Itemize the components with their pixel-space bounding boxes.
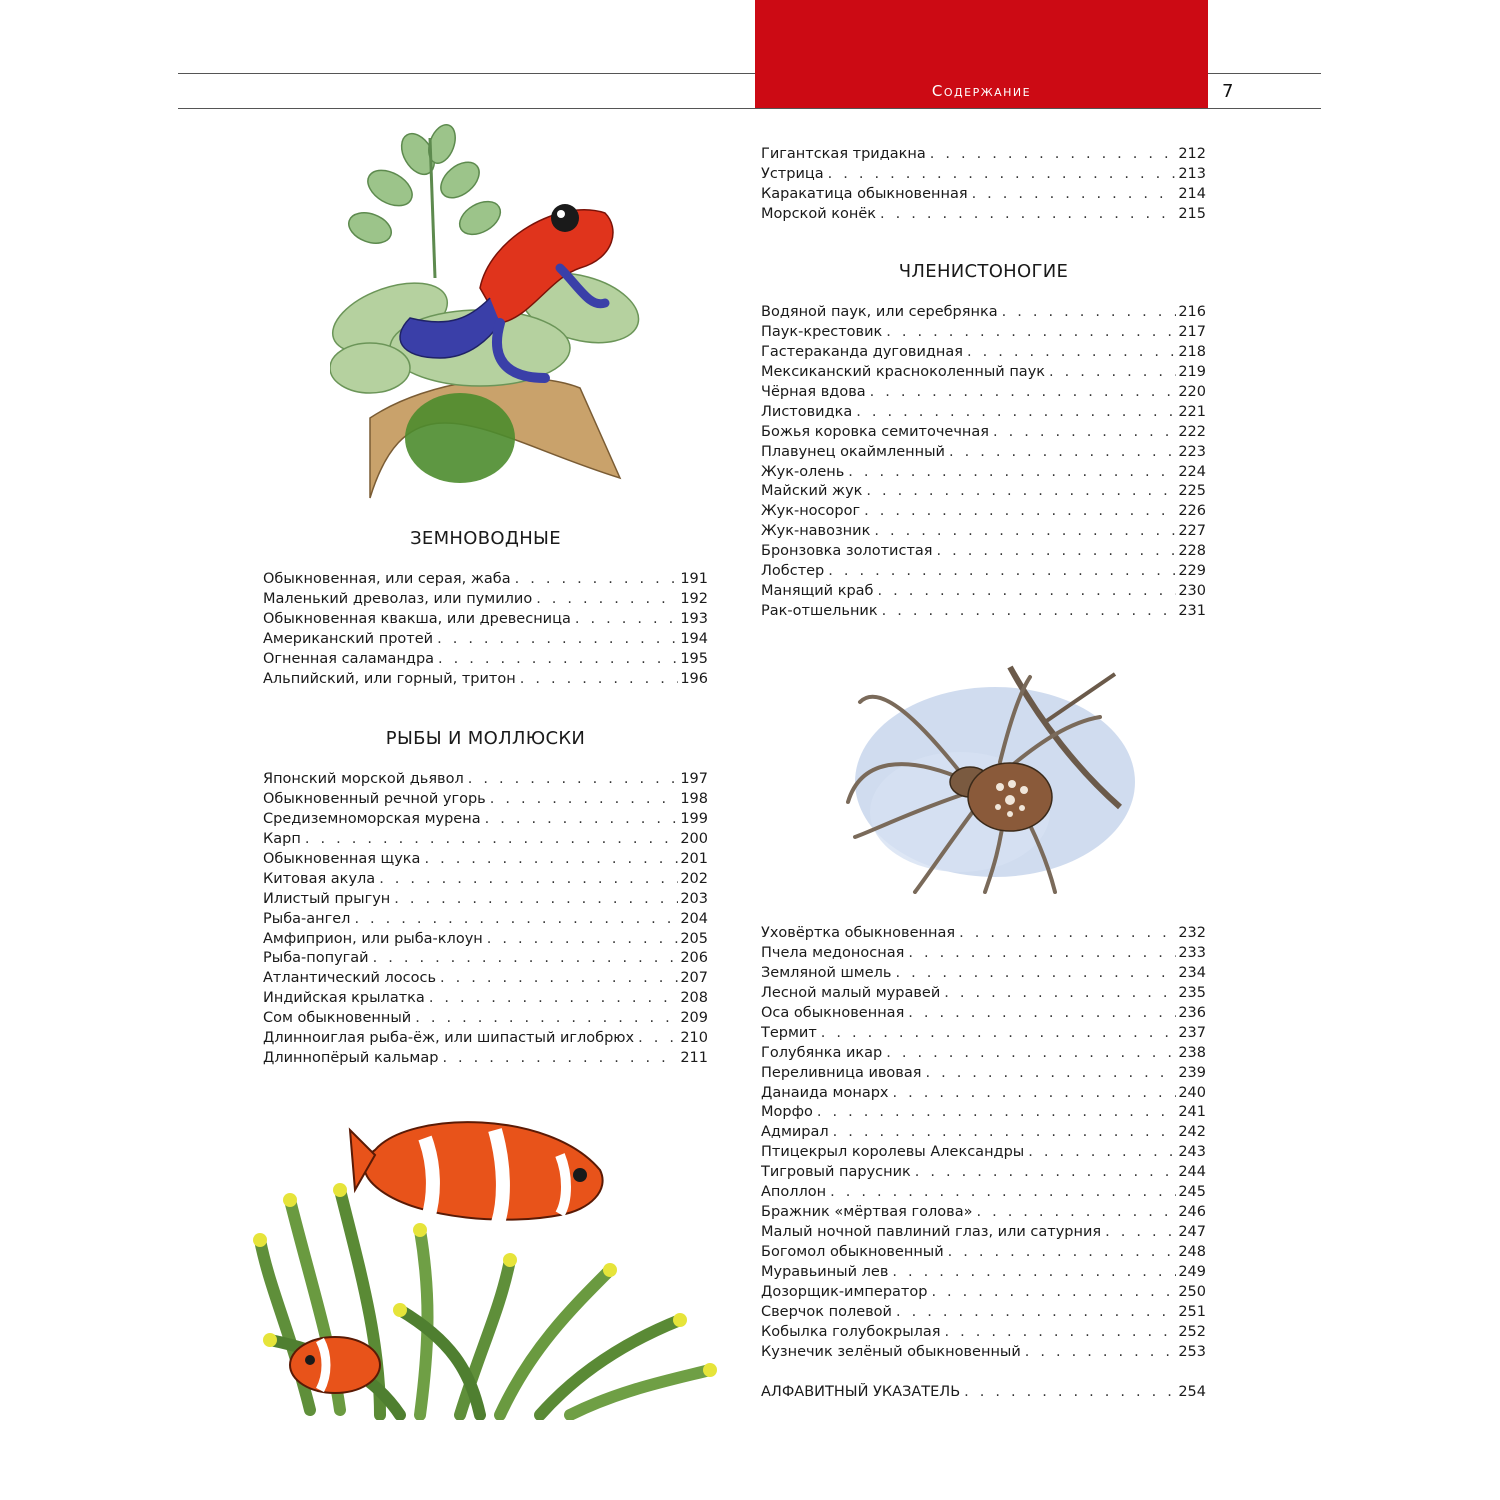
toc-entry[interactable]: Чёрная вдова . . . 220 [761, 383, 1206, 403]
toc-entry[interactable]: Рак-отшельник . . . 231 [761, 602, 1206, 622]
toc-entry[interactable]: Переливница ивовая . . . 239 [761, 1064, 1206, 1084]
toc-entry[interactable]: Тигровый парусник . . . 244 [761, 1163, 1206, 1183]
toc-entry[interactable]: Японский морской дьявол . . . 197 [263, 770, 708, 790]
poison-dart-frog-illustration [330, 118, 642, 503]
toc-entry[interactable]: Лобстер . . . 229 [761, 562, 1206, 582]
toc-entry[interactable]: Земляной шмель . . . 234 [761, 964, 1206, 984]
toc-list-mollusks [761, 145, 1206, 225]
spider-illustration [840, 662, 1140, 894]
toc-entry[interactable]: Длиннопёрый кальмар . . . 211 [263, 1049, 708, 1069]
toc-entry[interactable]: Илистый прыгун . . . 203 [263, 890, 708, 910]
toc-entry[interactable]: Гастераканда дуговидная . . . 218 [761, 343, 1206, 363]
toc-entry[interactable]: Индийская крылатка . . . 208 [263, 989, 708, 1009]
toc-entry[interactable]: Уховёртка обыкновенная . . . 232 [761, 924, 1206, 944]
toc-entry[interactable]: Дозорщик-император . . . 250 [761, 1283, 1206, 1303]
toc-entry[interactable]: Аполлон . . . 245 [761, 1183, 1206, 1203]
section-title-amphibians: ЗЕМНОВОДНЫЕ [410, 528, 561, 549]
toc-entry[interactable]: Лесной малый муравей . . . 235 [761, 984, 1206, 1004]
toc-entry[interactable]: Бражник «мёртвая голова» . . . 246 [761, 1203, 1206, 1223]
toc-entry[interactable]: Сом обыкновенный . . . 209 [263, 1009, 708, 1029]
toc-entry[interactable]: Каракатица обыкновенная . . . 214 [761, 185, 1206, 205]
toc-list-amphibians [263, 570, 708, 690]
section-title-fish: РЫБЫ И МОЛЛЮСКИ [385, 728, 586, 749]
toc-entry[interactable]: Морфо . . . 241 [761, 1103, 1206, 1123]
toc-entry[interactable]: Обыкновенная, или серая, жаба . . . 191 [263, 570, 708, 590]
toc-entry[interactable]: Сверчок полевой . . . 251 [761, 1303, 1206, 1323]
toc-entry-index[interactable]: АЛФАВИТНЫЙ УКАЗАТЕЛЬ . . . 254 [761, 1383, 1206, 1403]
toc-entry[interactable]: Обыкновенная щука . . . 201 [263, 850, 708, 870]
toc-list-insects [761, 924, 1206, 1363]
toc-entry[interactable]: Майский жук . . . 225 [761, 482, 1206, 502]
page-number: 7 [1222, 81, 1234, 102]
toc-list-fish [263, 770, 708, 1069]
toc-entry[interactable]: Паук-крестовик . . . 217 [761, 323, 1206, 343]
toc-entry[interactable]: Богомол обыкновенный . . . 248 [761, 1243, 1206, 1263]
toc-entry[interactable]: Пчела медоносная . . . 233 [761, 944, 1206, 964]
toc-entry[interactable]: Гигантская тридакна . . . 212 [761, 145, 1206, 165]
toc-entry[interactable]: Рыба-попугай . . . 206 [263, 949, 708, 969]
toc-entry[interactable]: Листовидка . . . 221 [761, 403, 1206, 423]
toc-entry[interactable]: Голубянка икар . . . 238 [761, 1044, 1206, 1064]
header-title: Содержание [931, 82, 1032, 100]
toc-entry[interactable]: Средиземноморская мурена . . . 199 [263, 810, 708, 830]
toc-entry[interactable]: Рыба-ангел . . . 204 [263, 910, 708, 930]
toc-list-arthropods [761, 303, 1206, 622]
toc-entry[interactable]: Оса обыкновенная . . . 236 [761, 1004, 1206, 1024]
section-title-arthropods: ЧЛЕНИСТОНОГИЕ [898, 261, 1069, 282]
toc-entry[interactable]: Амфиприон, или рыба-клоун . . . 205 [263, 930, 708, 950]
toc-entry[interactable]: Манящий краб . . . 230 [761, 582, 1206, 602]
clownfish-illustration [250, 1110, 720, 1420]
toc-entry[interactable]: Божья коровка семиточечная . . . 222 [761, 423, 1206, 443]
toc-entry[interactable]: Китовая акула . . . 202 [263, 870, 708, 890]
toc-entry[interactable]: Американский протей . . . 194 [263, 630, 708, 650]
toc-entry[interactable]: Муравьиный лев . . . 249 [761, 1263, 1206, 1283]
toc-list-index [761, 1383, 1206, 1403]
toc-entry[interactable]: Морской конёк . . . 215 [761, 205, 1206, 225]
toc-entry[interactable]: Кузнечик зелёный обыкновенный . . . 253 [761, 1343, 1206, 1363]
toc-entry[interactable]: Адмирал . . . 242 [761, 1123, 1206, 1143]
toc-entry[interactable]: Атлантический лосось . . . 207 [263, 969, 708, 989]
toc-entry[interactable]: Птицекрыл королевы Александры . . . 243 [761, 1143, 1206, 1163]
toc-entry[interactable]: Данаида монарх . . . 240 [761, 1084, 1206, 1104]
toc-entry[interactable]: Маленький древолаз, или пумилио . . . 192 [263, 590, 708, 610]
toc-entry[interactable]: Жук-олень . . . 224 [761, 463, 1206, 483]
toc-entry[interactable]: Карп . . . 200 [263, 830, 708, 850]
toc-entry[interactable]: Водяной паук, или серебрянка . . . 216 [761, 303, 1206, 323]
toc-entry[interactable]: Малый ночной павлиний глаз, или сатурния . . . 247 [761, 1223, 1206, 1243]
toc-entry[interactable]: Жук-носорог . . . 226 [761, 502, 1206, 522]
toc-entry[interactable]: Плавунец окаймленный . . . 223 [761, 443, 1206, 463]
toc-entry[interactable]: Термит . . . 237 [761, 1024, 1206, 1044]
toc-entry[interactable]: Обыкновенный речной угорь . . . 198 [263, 790, 708, 810]
header-rule-bottom [178, 108, 1321, 109]
toc-entry[interactable]: Устрица . . . 213 [761, 165, 1206, 185]
toc-entry[interactable]: Кобылка голубокрылая . . . 252 [761, 1323, 1206, 1343]
toc-entry[interactable]: Жук-навозник . . . 227 [761, 522, 1206, 542]
toc-entry[interactable]: Альпийский, или горный, тритон . . . 196 [263, 670, 708, 690]
toc-entry[interactable]: Обыкновенная квакша, или древесница . . . 193 [263, 610, 708, 630]
toc-entry[interactable]: Длинноиглая рыба-ёж, или шипастый иглобрюх . . . 210 [263, 1029, 708, 1049]
toc-entry[interactable]: Бронзовка золотистая . . . 228 [761, 542, 1206, 562]
toc-entry[interactable]: Огненная саламандра . . . 195 [263, 650, 708, 670]
toc-entry[interactable]: Мексиканский красноколенный паук . . . 219 [761, 363, 1206, 383]
